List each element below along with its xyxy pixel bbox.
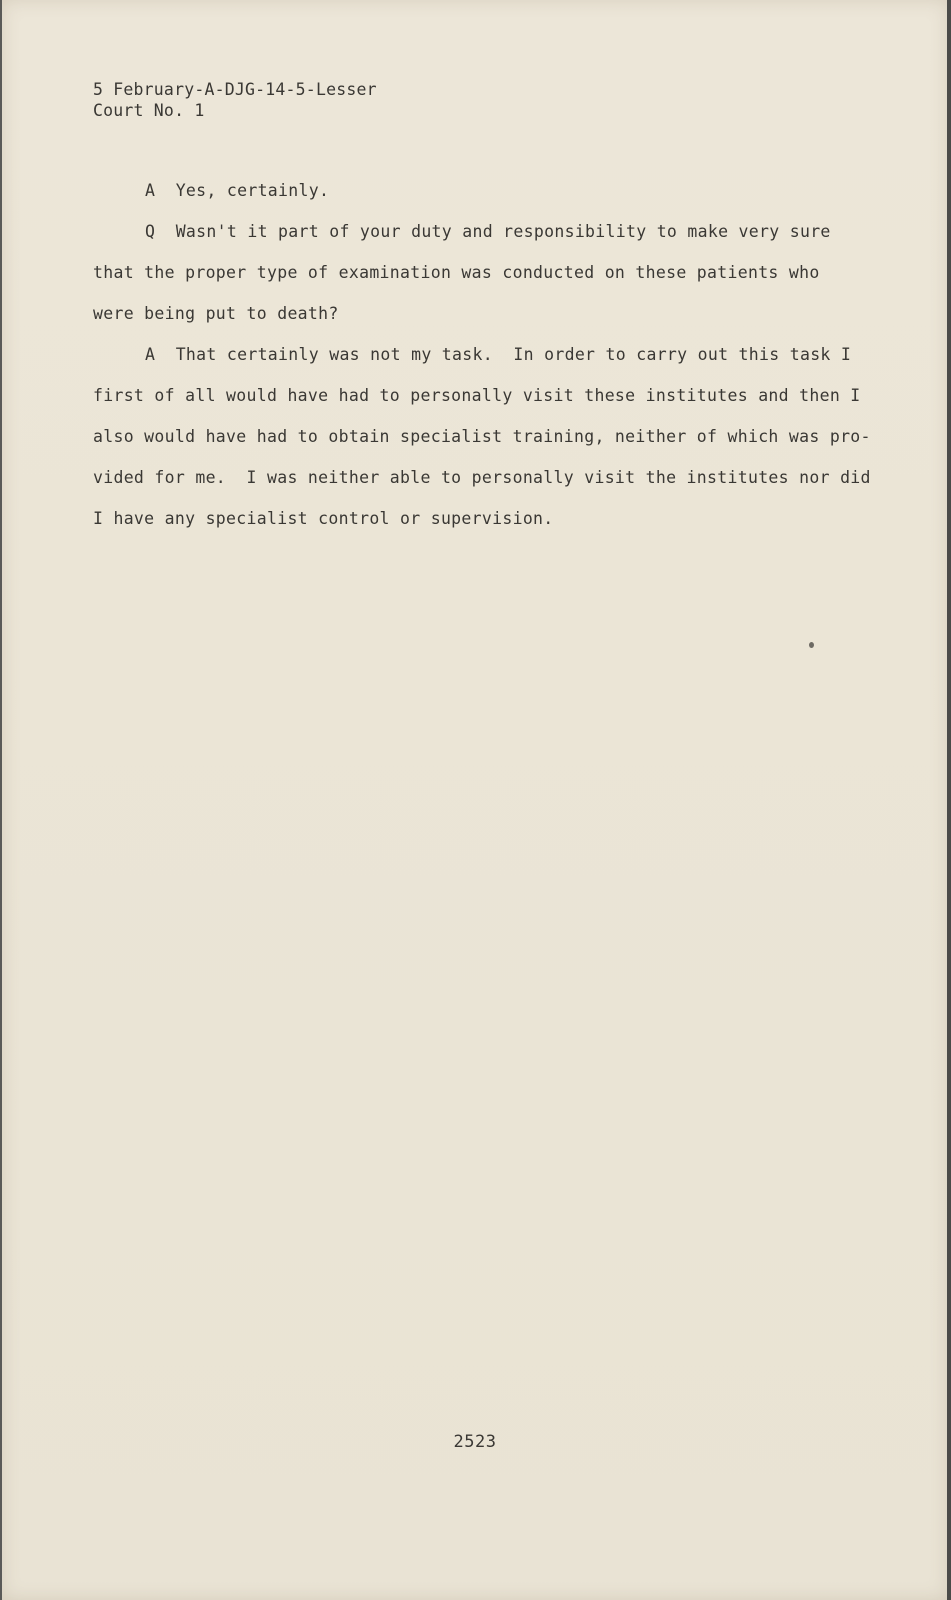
- question-line: Q Wasn't it part of your duty and responsibility to make very sure: [145, 222, 831, 241]
- page-number: 2523: [453, 1432, 497, 1452]
- scan-edge: [947, 0, 951, 1600]
- paper-speck: [809, 642, 814, 648]
- answer-line: also would have had to obtain specialist training, neither of which was pro-: [93, 427, 871, 446]
- header-court: Court No. 1: [93, 101, 205, 120]
- header-reference: 5 February-A-DJG-14-5-Lesser: [93, 80, 377, 99]
- answer-line: vided for me. I was neither able to personally visit the institutes nor did: [93, 468, 871, 487]
- question-line: that the proper type of examination was conducted on these patients who: [93, 263, 820, 282]
- answer-line: I have any specialist control or supervision.: [93, 509, 554, 528]
- question-line: were being put to death?: [93, 304, 339, 323]
- answer-line: first of all would have had to personally visit these institutes and then I: [93, 386, 861, 405]
- transcript-body: [93, 179, 883, 548]
- document-page: [2, 0, 948, 1600]
- document-header: [93, 79, 377, 121]
- answer-line: A Yes, certainly.: [145, 181, 330, 200]
- answer-line: A That certainly was not my task. In order to carry out this task I: [145, 345, 852, 364]
